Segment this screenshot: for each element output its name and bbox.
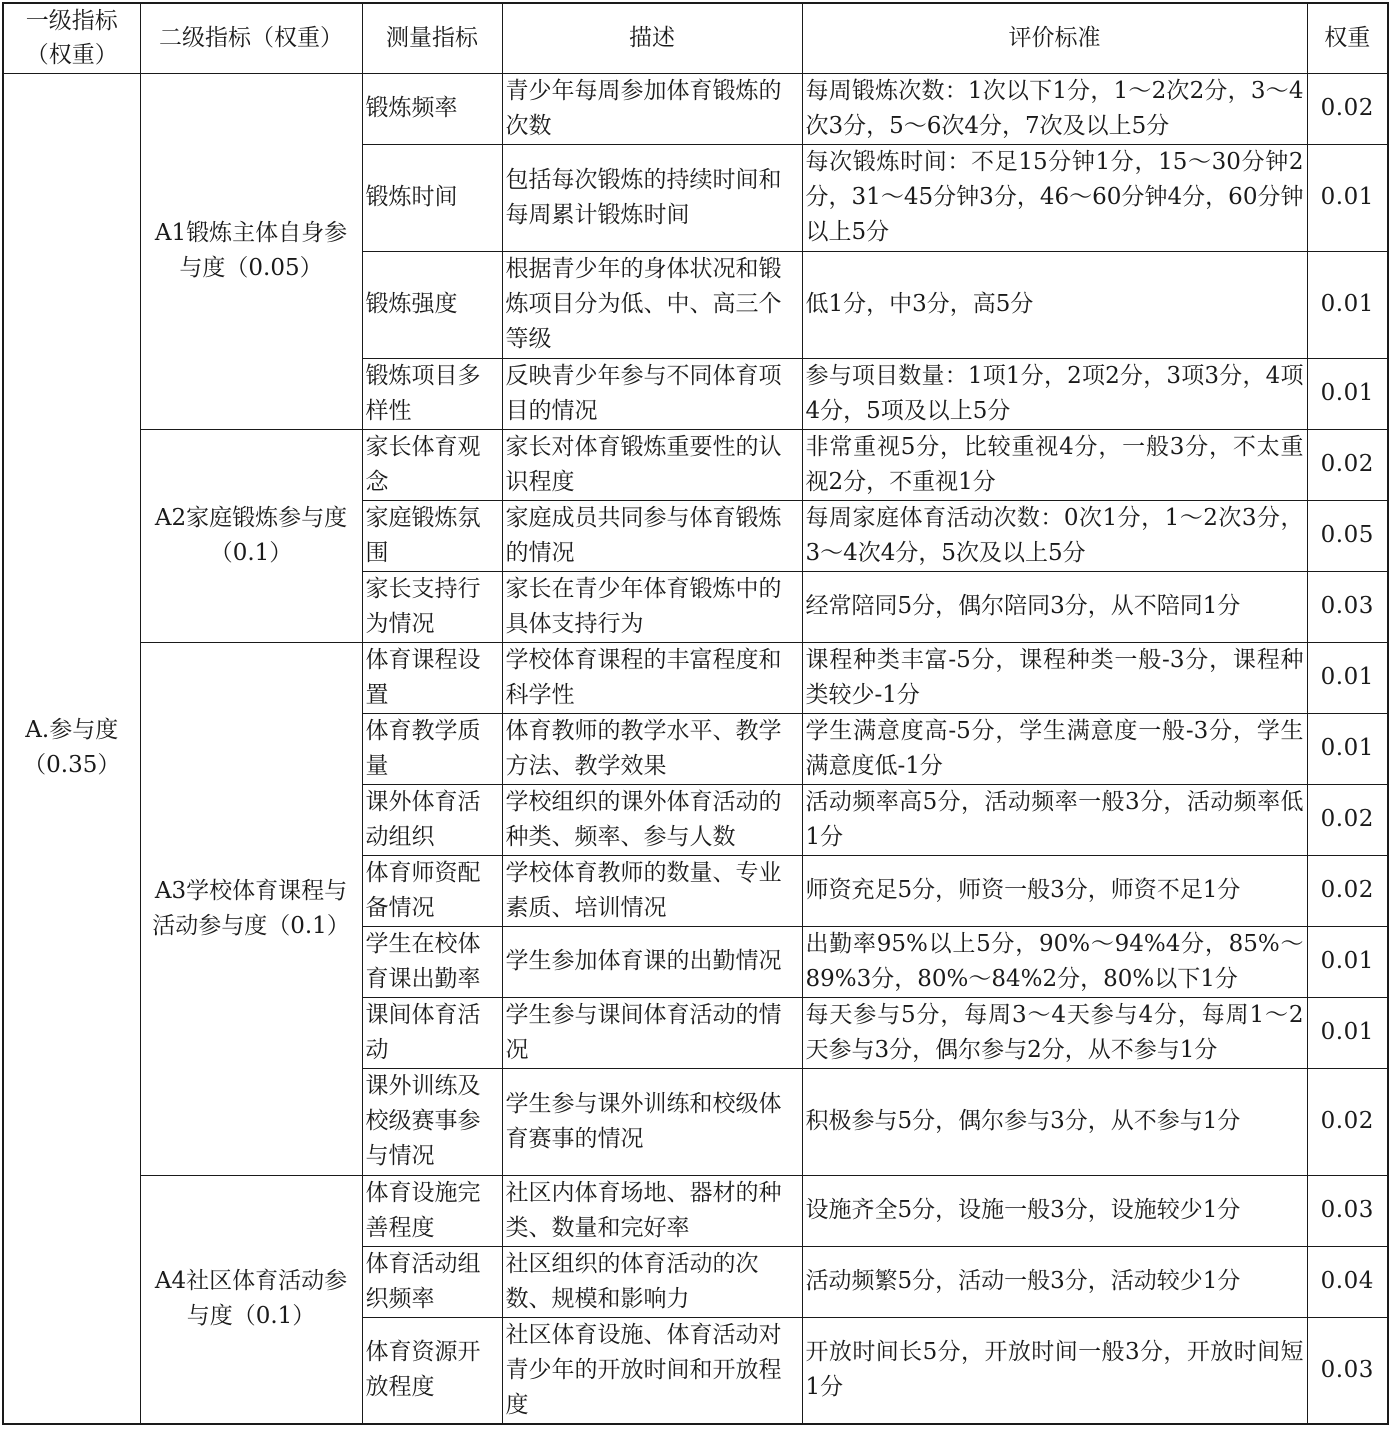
criteria-cell: 师资充足5分，师资一般3分，师资不足1分 xyxy=(802,855,1307,926)
weight-cell: 0.03 xyxy=(1307,1317,1388,1424)
indicator-cell: 家长体育观念 xyxy=(362,429,502,500)
indicator-cell: 体育课程设置 xyxy=(362,642,502,713)
weight-cell: 0.01 xyxy=(1307,997,1388,1068)
description-cell: 青少年每周参加体育锻炼的次数 xyxy=(502,73,802,144)
indicator-cell: 家长支持行为情况 xyxy=(362,571,502,642)
table-row xyxy=(3,1175,1388,1246)
indicator-cell: 体育设施完善程度 xyxy=(362,1175,502,1246)
description-cell: 学校组织的课外体育活动的种类、频率、参与人数 xyxy=(502,784,802,855)
weight-cell: 0.02 xyxy=(1307,784,1388,855)
criteria-cell: 每次锻炼时间：不足15分钟1分，15～30分钟2分，31～45分钟3分，46～60分钟4分，60分钟以上5分 xyxy=(802,144,1307,251)
table-row xyxy=(3,429,1388,500)
indicator-cell: 锻炼项目多样性 xyxy=(362,358,502,429)
description-cell: 学生参与课外训练和校级体育赛事的情况 xyxy=(502,1068,802,1175)
weight-cell: 0.01 xyxy=(1307,358,1388,429)
header-row xyxy=(3,3,1388,73)
description-cell: 体育教师的教学水平、教学方法、教学效果 xyxy=(502,713,802,784)
weight-cell: 0.02 xyxy=(1307,73,1388,144)
level1-cell: A.参与度（0.35） xyxy=(3,73,140,1424)
weight-cell: 0.03 xyxy=(1307,1175,1388,1246)
indicator-cell: 学生在校体育课出勤率 xyxy=(362,926,502,997)
criteria-cell: 活动频率高5分，活动频率一般3分，活动频率低1分 xyxy=(802,784,1307,855)
criteria-cell: 每天参与5分，每周3～4天参与4分，每周1～2天参与3分，偶尔参与2分，从不参与1分 xyxy=(802,997,1307,1068)
description-cell: 根据青少年的身体状况和锻炼项目分为低、中、高三个等级 xyxy=(502,251,802,358)
description-cell: 学生参与课间体育活动的情况 xyxy=(502,997,802,1068)
indicator-cell: 课外训练及校级赛事参与情况 xyxy=(362,1068,502,1175)
criteria-cell: 经常陪同5分，偶尔陪同3分，从不陪同1分 xyxy=(802,571,1307,642)
header-description: 描述 xyxy=(502,3,802,73)
indicator-cell: 锻炼时间 xyxy=(362,144,502,251)
indicator-cell: 课间体育活动 xyxy=(362,997,502,1068)
description-cell: 家庭成员共同参与体育锻炼的情况 xyxy=(502,500,802,571)
criteria-cell: 课程种类丰富-5分，课程种类一般-3分，课程种类较少-1分 xyxy=(802,642,1307,713)
indicator-cell: 体育师资配备情况 xyxy=(362,855,502,926)
header-criteria: 评价标准 xyxy=(802,3,1307,73)
criteria-cell: 出勤率95%以上5分，90%～94%4分，85%～89%3分，80%～84%2分，80%以下1分 xyxy=(802,926,1307,997)
weight-cell: 0.01 xyxy=(1307,642,1388,713)
table-row xyxy=(3,642,1388,713)
indicator-cell: 课外体育活动组织 xyxy=(362,784,502,855)
criteria-cell: 学生满意度高-5分，学生满意度一般-3分，学生满意度低-1分 xyxy=(802,713,1307,784)
criteria-cell: 非常重视5分，比较重视4分，一般3分，不太重视2分，不重视1分 xyxy=(802,429,1307,500)
weight-cell: 0.01 xyxy=(1307,926,1388,997)
description-cell: 社区内体育场地、器材的种类、数量和完好率 xyxy=(502,1175,802,1246)
indicator-cell: 体育资源开放程度 xyxy=(362,1317,502,1424)
weight-cell: 0.02 xyxy=(1307,429,1388,500)
criteria-cell: 低1分，中3分，高5分 xyxy=(802,251,1307,358)
description-cell: 学校体育课程的丰富程度和科学性 xyxy=(502,642,802,713)
indicator-cell: 锻炼强度 xyxy=(362,251,502,358)
header-indicator: 测量指标 xyxy=(362,3,502,73)
indicator-cell: 家庭锻炼氛围 xyxy=(362,500,502,571)
description-cell: 反映青少年参与不同体育项目的情况 xyxy=(502,358,802,429)
description-cell: 学校体育教师的数量、专业素质、培训情况 xyxy=(502,855,802,926)
criteria-cell: 每周锻炼次数：1次以下1分，1～2次2分，3～4次3分，5～6次4分，7次及以上5分 xyxy=(802,73,1307,144)
description-cell: 社区组织的体育活动的次数、规模和影响力 xyxy=(502,1246,802,1317)
weight-cell: 0.05 xyxy=(1307,500,1388,571)
indicator-cell: 体育活动组织频率 xyxy=(362,1246,502,1317)
weight-cell: 0.02 xyxy=(1307,1068,1388,1175)
weight-cell: 0.01 xyxy=(1307,713,1388,784)
level2-cell: A1锻炼主体自身参与度（0.05） xyxy=(140,73,362,429)
level2-cell: A4社区体育活动参与度（0.1） xyxy=(140,1175,362,1424)
description-cell: 学生参加体育课的出勤情况 xyxy=(502,926,802,997)
evaluation-table-container xyxy=(2,2,1387,1425)
table-row xyxy=(3,73,1388,144)
header-level1: 一级指标（权重） xyxy=(3,3,140,73)
description-cell: 包括每次锻炼的持续时间和每周累计锻炼时间 xyxy=(502,144,802,251)
weight-cell: 0.04 xyxy=(1307,1246,1388,1317)
criteria-cell: 设施齐全5分，设施一般3分，设施较少1分 xyxy=(802,1175,1307,1246)
evaluation-index-table xyxy=(2,2,1389,1425)
header-weight: 权重 xyxy=(1307,3,1388,73)
level2-cell: A3学校体育课程与活动参与度（0.1） xyxy=(140,642,362,1175)
indicator-cell: 体育教学质量 xyxy=(362,713,502,784)
indicator-cell: 锻炼频率 xyxy=(362,73,502,144)
weight-cell: 0.01 xyxy=(1307,144,1388,251)
description-cell: 家长对体育锻炼重要性的认识程度 xyxy=(502,429,802,500)
weight-cell: 0.03 xyxy=(1307,571,1388,642)
criteria-cell: 活动频繁5分，活动一般3分，活动较少1分 xyxy=(802,1246,1307,1317)
header-level2: 二级指标（权重） xyxy=(140,3,362,73)
weight-cell: 0.02 xyxy=(1307,855,1388,926)
criteria-cell: 积极参与5分，偶尔参与3分，从不参与1分 xyxy=(802,1068,1307,1175)
description-cell: 社区体育设施、体育活动对青少年的开放时间和开放程度 xyxy=(502,1317,802,1424)
description-cell: 家长在青少年体育锻炼中的具体支持行为 xyxy=(502,571,802,642)
criteria-cell: 开放时间长5分，开放时间一般3分，开放时间短1分 xyxy=(802,1317,1307,1424)
weight-cell: 0.01 xyxy=(1307,251,1388,358)
level2-cell: A2家庭锻炼参与度（0.1） xyxy=(140,429,362,642)
criteria-cell: 每周家庭体育活动次数：0次1分，1～2次3分，3～4次4分，5次及以上5分 xyxy=(802,500,1307,571)
criteria-cell: 参与项目数量：1项1分，2项2分，3项3分，4项4分，5项及以上5分 xyxy=(802,358,1307,429)
